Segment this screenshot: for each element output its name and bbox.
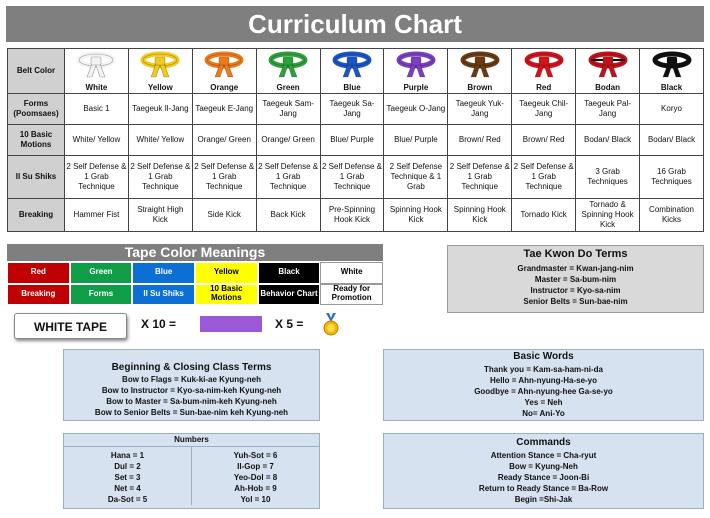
tkd-terms-title: Tae Kwon Do Terms [523, 248, 628, 260]
tape-color-red: Red [7, 262, 70, 284]
breaking-cell: Spinning Hook Kick [448, 199, 512, 232]
tape-meanings-title: Tape Color Meanings [7, 244, 383, 261]
number-line: Yuh-Sot = 6 [233, 451, 278, 460]
form-cell: Basic 1 [65, 94, 129, 125]
basic-word-line: Yes = Neh [524, 398, 563, 407]
basic-motions-row [8, 125, 704, 156]
class-term-line: Bow to Senior Belts = Sun-bae-nim keh Kyung-neh [94, 408, 289, 417]
class-term-line: Bow to Flags = Kuk-ki-ae Kyung-neh [122, 375, 261, 384]
breaking-cell: Side Kick [192, 199, 256, 232]
ilsu-cell: 2 Self Defense & 1 Grab Technique [448, 156, 512, 199]
term-line: Senior Belts = Sun-bae-nim [523, 297, 628, 306]
belt-cell [576, 49, 640, 94]
belt-name: Brown [467, 83, 493, 92]
purple-tape-icon [200, 316, 262, 332]
number-line: Yol = 10 [240, 495, 271, 504]
breaking-cell: Combination Kicks [640, 199, 704, 232]
basic-words-title: Basic Words [513, 351, 574, 362]
tape-meaning-yellow: 10 Basic Motions [195, 284, 258, 306]
row-header: Il Su Shiks [8, 156, 65, 199]
blue-belt-icon [322, 49, 383, 82]
breaking-cell: Hammer Fist [65, 199, 129, 232]
belt-name: Green [276, 83, 300, 92]
il-su-shiks-row [8, 156, 704, 199]
belt-name: Orange [210, 83, 239, 92]
ilsu-cell: 2 Self Defense & 1 Grab Technique [512, 156, 576, 199]
tape-color-black: Black [258, 262, 321, 284]
form-cell: Koryo [640, 94, 704, 125]
motions-cell: Bodan/ Black [640, 125, 704, 156]
class-term-line: Bow to Master = Sa-bum-nim-keh Kyung-neh [106, 397, 277, 406]
form-cell: Taegeuk Il-Jang [128, 94, 192, 125]
belt-cell [128, 49, 192, 94]
form-cell: Taegeuk E-Jang [192, 94, 256, 125]
number-line: Ah-Hob = 9 [234, 484, 277, 493]
form-cell: Taegeuk Yuk-Jang [448, 94, 512, 125]
tape-meaning-white: Ready for Promotion [320, 284, 383, 306]
ilsu-cell: 2 Self Defense Technique & 1 Grab [384, 156, 448, 199]
command-line: Return to Ready Stance = Ba-Row [478, 484, 609, 493]
term-line: Master = Sa-bum-nim [534, 275, 617, 284]
ilsu-cell: 2 Self Defense & 1 Grab Technique [128, 156, 192, 199]
breaking-cell: Tornado & Spinning Hook Kick [576, 199, 640, 232]
times-five-label: X 5 = [275, 317, 304, 331]
tape-meaning-blue: Il Su Shiks [132, 284, 195, 306]
number-line: Net = 4 [114, 484, 141, 493]
numbers-title: Numbers [64, 434, 319, 447]
page-title: Curriculum Chart [6, 6, 704, 42]
green-belt-icon [258, 49, 319, 82]
purple-belt-icon [385, 49, 446, 82]
motions-cell: White/ Yellow [128, 125, 192, 156]
breaking-cell: Tornado Kick [512, 199, 576, 232]
form-cell: Taegeuk Sa-Jang [320, 94, 384, 125]
medal-icon [322, 313, 340, 337]
ilsu-cell: 2 Self Defense & 1 Grab Technique [320, 156, 384, 199]
numbers-left-column [64, 447, 191, 505]
black-belt-icon [641, 49, 702, 82]
tkd-terms-box [447, 245, 704, 313]
commands-title: Commands [516, 437, 571, 448]
class-term-line: Bow to Instructor = Kyo-sa-nim-keh Kyung-neh [101, 386, 282, 395]
basic-word-line: Hello = Ahn-nyung-Ha-se-yo [489, 376, 598, 385]
form-cell: Taegeuk Chil-Jang [512, 94, 576, 125]
numbers-right-column [191, 447, 319, 505]
times-ten-label: X 10 = [141, 317, 177, 331]
command-line: Ready Stance = Joon-Bi [497, 473, 590, 482]
ilsu-cell: 3 Grab Techniques [576, 156, 640, 199]
class-terms-title: Beginning & Closing Class Terms [111, 362, 272, 373]
class-terms-box [63, 349, 320, 421]
motions-cell: Blue/ Purple [384, 125, 448, 156]
belt-color-row [8, 49, 704, 94]
motions-cell: Orange/ Green [256, 125, 320, 156]
curriculum-table [7, 48, 704, 232]
row-header: Belt Color [8, 49, 65, 94]
breaking-row [8, 199, 704, 232]
number-line: Hana = 1 [110, 451, 145, 460]
basic-word-line: Thank you = Kam-sa-ham-ni-da [484, 365, 603, 374]
white-tape-label: WHITE TAPE [14, 313, 127, 339]
commands-box [383, 433, 704, 509]
motions-cell: Blue/ Purple [320, 125, 384, 156]
ilsu-cell: 2 Self Defense & 1 Grab Technique [256, 156, 320, 199]
number-line: Yeo-Dol = 8 [233, 473, 278, 482]
number-line: Da-Sot = 5 [107, 495, 148, 504]
tape-color-green: Green [70, 262, 133, 284]
row-header: Forms (Poomsaes) [8, 94, 65, 125]
belt-name: Purple [403, 83, 429, 92]
tape-meanings-grid [7, 262, 383, 305]
command-line: Bow = Kyung-Neh [509, 462, 578, 471]
ilsu-cell: 16 Grab Techniques [640, 156, 704, 199]
belt-cell [192, 49, 256, 94]
belt-name: Red [536, 83, 552, 92]
tape-meaning-black: Behavior Chart [258, 284, 321, 306]
forms-row [8, 94, 704, 125]
form-cell: Taegeuk Sam-Jang [256, 94, 320, 125]
ilsu-cell: 2 Self Defense & 1 Grab Technique [192, 156, 256, 199]
belt-cell [384, 49, 448, 94]
tape-color-blue: Blue [132, 262, 195, 284]
tape-color-white: White [320, 262, 383, 284]
basic-words-box [383, 349, 704, 421]
breaking-cell: Pre-Spinning Hook Kick [320, 199, 384, 232]
brown-belt-icon [449, 49, 510, 82]
motions-cell: Orange/ Green [192, 125, 256, 156]
belt-name: White [85, 83, 108, 92]
row-header: 10 Basic Motions [8, 125, 65, 156]
belt-cell [448, 49, 512, 94]
breaking-cell: Straight High Kick [128, 199, 192, 232]
belt-name: Black [660, 83, 683, 92]
bodan-belt-icon [577, 49, 638, 82]
motions-cell: Brown/ Red [512, 125, 576, 156]
basic-word-line: No= Ani-Yo [522, 409, 565, 418]
form-cell: Taegeuk Pal-Jang [576, 94, 640, 125]
belt-name: Yellow [147, 83, 173, 92]
number-line: Set = 3 [114, 473, 141, 482]
numbers-box [63, 433, 320, 509]
number-line: Dul = 2 [114, 462, 141, 471]
tape-color-yellow: Yellow [195, 262, 258, 284]
white-belt-icon [66, 49, 127, 82]
ilsu-cell: 2 Self Defense & 1 Grab Technique [65, 156, 129, 199]
belt-cell [256, 49, 320, 94]
command-line: Begin =Shi-Jak [514, 495, 573, 504]
tape-meaning-green: Forms [70, 284, 133, 306]
motions-cell: Brown/ Red [448, 125, 512, 156]
breaking-cell: Spinning Hook Kick [384, 199, 448, 232]
orange-belt-icon [194, 49, 255, 82]
belt-cell [512, 49, 576, 94]
belt-cell [320, 49, 384, 94]
motions-cell: White/ Yellow [65, 125, 129, 156]
belt-name: Blue [343, 83, 361, 92]
basic-word-line: Goodbye = Ahn-nyung-hee Ga-se-yo [474, 387, 613, 396]
red-belt-icon [513, 49, 574, 82]
term-line: Instructor = Kyo-sa-nim [530, 286, 621, 295]
number-line: Il-Gop = 7 [237, 462, 274, 471]
belt-name: Bodan [595, 83, 621, 92]
term-line: Grandmaster = Kwan-jang-nim [517, 264, 634, 273]
breaking-cell: Back Kick [256, 199, 320, 232]
yellow-belt-icon [130, 49, 191, 82]
row-header: Breaking [8, 199, 65, 232]
motions-cell: Bodan/ Black [576, 125, 640, 156]
form-cell: Taegeuk O-Jang [384, 94, 448, 125]
tape-meaning-red: Breaking [7, 284, 70, 306]
belt-cell [65, 49, 129, 94]
command-line: Attention Stance = Cha-ryut [490, 451, 597, 460]
belt-cell [640, 49, 704, 94]
